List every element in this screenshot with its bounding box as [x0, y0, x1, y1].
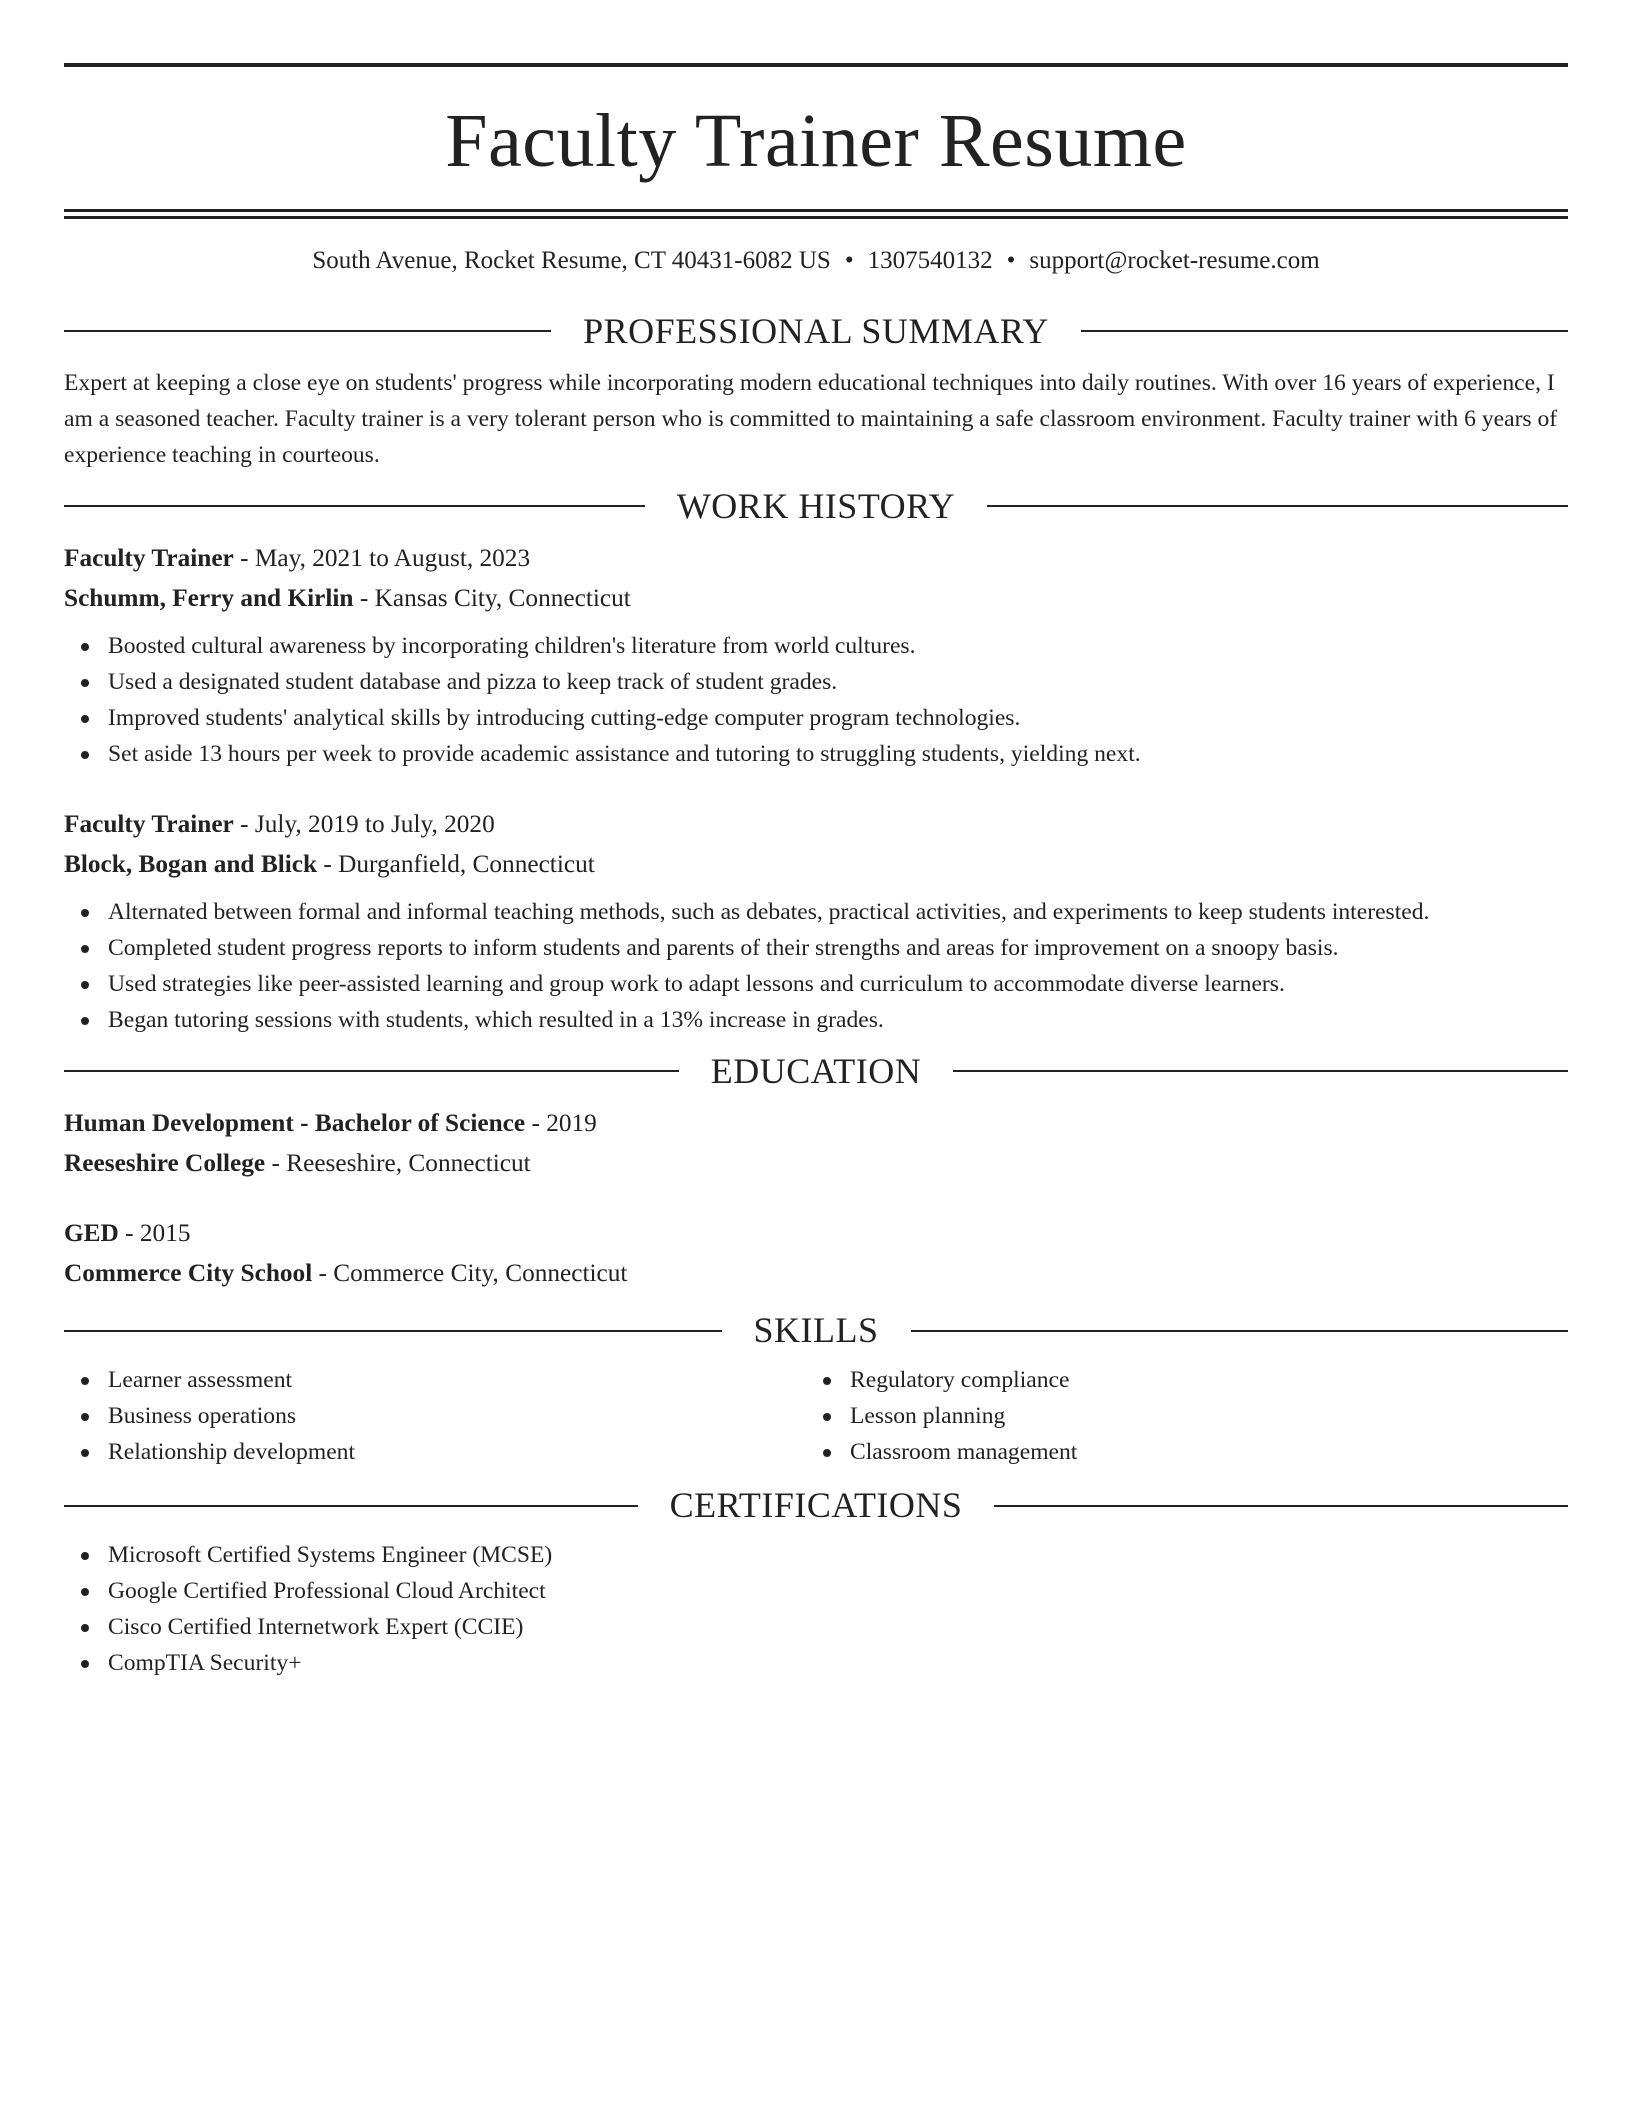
work-company-line: [64, 578, 1568, 618]
summary-text: Expert at keeping a close eye on students' progress while incorporating modern educational techniques into daily routines. With over 16 years of experience, I am a seasoned teacher. Faculty trainer is a very tolerant person who is committed to maintaining a safe classroom environment. Faculty trainer with 6 years of experience teaching in courteous.: [64, 369, 1558, 468]
skill-item: Regulatory compliance: [806, 1362, 1568, 1398]
certification-item: Google Certified Professional Cloud Architect: [64, 1573, 1568, 1609]
section-title-summary: PROFESSIONAL SUMMARY: [583, 310, 1049, 351]
resume-title: Faculty Trainer Resume: [445, 99, 1187, 183]
section-title-work: WORK HISTORY: [676, 485, 956, 526]
work-entry: [64, 538, 1568, 772]
work-company-line: [64, 844, 1568, 884]
section-rule-right: [994, 1505, 1568, 1507]
contact-separator: •: [844, 247, 854, 274]
section-header-work: [64, 485, 1568, 528]
education-degree-line: [64, 1103, 1568, 1143]
skill-item: Classroom management: [806, 1434, 1568, 1470]
resume-page: [0, 63, 1632, 2112]
education-location: - Commerce City, Connecticut: [312, 1259, 628, 1288]
work-role: Faculty Trainer: [64, 543, 234, 572]
top-rule: [64, 63, 1568, 67]
contact-separator: •: [1006, 247, 1016, 274]
work-role-line: [64, 804, 1568, 844]
skill-item: Relationship development: [64, 1434, 806, 1470]
section-rule-right: [911, 1330, 1569, 1332]
section-header-skills: [64, 1309, 1568, 1352]
work-dates: - July, 2019 to July, 2020: [233, 809, 495, 838]
education-school: Reeseshire College: [64, 1149, 266, 1178]
education-entry: [64, 1103, 1568, 1183]
section-title-certifications: CERTIFICATIONS: [669, 1485, 963, 1526]
section-rule-right: [987, 505, 1568, 507]
section-header-summary: [64, 310, 1568, 353]
list-item: Used a designated student database and pizza to keep track of student grades.: [64, 664, 1568, 700]
education-degree-line: [64, 1213, 1568, 1253]
list-item: Alternated between formal and informal teaching methods, such as debates, practical activities, and experiments to keep students interested.: [64, 894, 1568, 930]
contact-line: [64, 245, 1568, 278]
skills-column-right: [806, 1362, 1568, 1470]
list-item: Boosted cultural awareness by incorporating children's literature from world cultures.: [64, 628, 1568, 664]
skill-item: Lesson planning: [806, 1398, 1568, 1434]
section-rule-left: [64, 505, 645, 507]
contact-email: support@rocket-resume.com: [1029, 247, 1320, 274]
section-rule-left: [64, 330, 551, 332]
education-school-line: [64, 1253, 1568, 1293]
list-item: Completed student progress reports to inform students and parents of their strengths and areas for improvement on a snoopy basis.: [64, 930, 1568, 966]
education-year: - 2019: [525, 1109, 597, 1138]
section-title-education: EDUCATION: [710, 1050, 922, 1091]
section-rule-right: [953, 1070, 1568, 1072]
education-entry: [64, 1213, 1568, 1293]
skills-column-left: [64, 1362, 806, 1470]
list-item: Improved students' analytical skills by introducing cutting-edge computer program technologies.: [64, 700, 1568, 736]
contact-phone: 1307540132: [867, 247, 993, 274]
section-rule-left: [64, 1505, 638, 1507]
work-location: - Kansas City, Connecticut: [353, 583, 631, 612]
work-company: Schumm, Ferry and Kirlin: [64, 583, 354, 612]
education-school-line: [64, 1143, 1568, 1183]
work-bullets: [64, 628, 1568, 772]
list-item: Set aside 13 hours per week to provide academic assistance and tutoring to struggling students, yielding next.: [64, 736, 1568, 772]
certification-item: Microsoft Certified Systems Engineer (MCSE): [64, 1537, 1568, 1573]
section-header-certifications: [64, 1484, 1568, 1527]
work-dates: - May, 2021 to August, 2023: [233, 543, 531, 572]
contact-address: South Avenue, Rocket Resume, CT 40431-6082 US: [312, 247, 831, 274]
work-location: - Durganfield, Connecticut: [317, 849, 595, 878]
education-degree: GED: [64, 1219, 119, 1248]
certification-item: Cisco Certified Internetwork Expert (CCIE): [64, 1609, 1568, 1645]
section-title-skills: SKILLS: [753, 1310, 879, 1351]
education-school: Commerce City School: [64, 1259, 313, 1288]
list-item: Used strategies like peer-assisted learning and group work to adapt lessons and curriculum to accommodate diverse learners.: [64, 966, 1568, 1002]
education-year: - 2015: [118, 1219, 191, 1248]
skill-item: Business operations: [64, 1398, 806, 1434]
skills-grid: [64, 1362, 1568, 1470]
certifications-list: [64, 1537, 1568, 1681]
certification-item: CompTIA Security+: [64, 1645, 1568, 1681]
work-role-line: [64, 538, 1568, 578]
section-header-education: [64, 1050, 1568, 1093]
section-rule-left: [64, 1070, 679, 1072]
education-location: - Reeseshire, Connecticut: [265, 1149, 531, 1178]
work-company: Block, Bogan and Blick: [64, 849, 318, 878]
skill-item: Learner assessment: [64, 1362, 806, 1398]
work-role: Faculty Trainer: [64, 809, 234, 838]
section-rule-right: [1081, 330, 1568, 332]
title-double-rule: [64, 209, 1568, 219]
work-entry: [64, 804, 1568, 1038]
education-degree: Human Development - Bachelor of Science: [64, 1109, 526, 1138]
section-rule-left: [64, 1330, 722, 1332]
work-bullets: [64, 894, 1568, 1038]
list-item: Began tutoring sessions with students, which resulted in a 13% increase in grades.: [64, 1002, 1568, 1038]
